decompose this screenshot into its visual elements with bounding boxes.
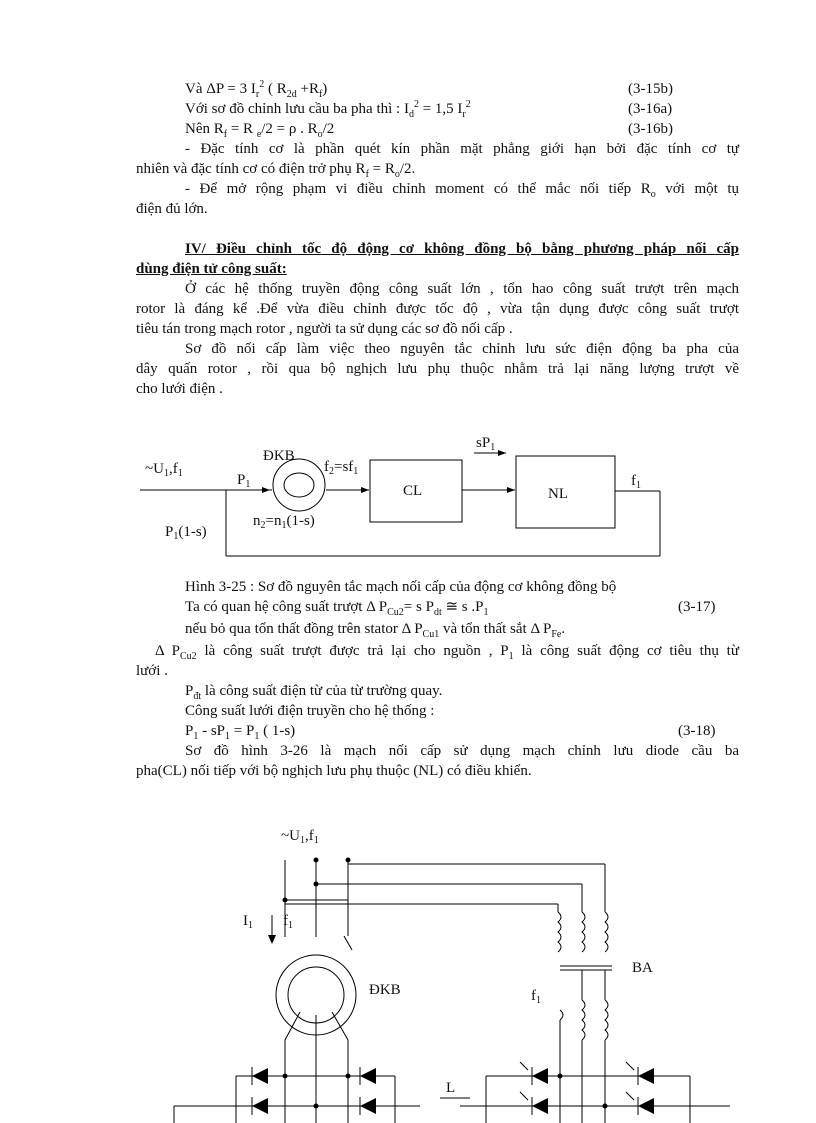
para-line: dây quấn rotor , rồi qua bộ nghịch lưu phụ thuộc nhằm trả lại năng lượng trượt về — [136, 361, 739, 377]
p1s-label: $P_1(1-s)$ — [165, 524, 207, 542]
eq-number: (3-18) — [678, 723, 716, 739]
nl-block-label: NL — [548, 486, 568, 502]
para-line: $P_{đt}$ là công suất điện từ của từ trường quay. — [185, 683, 443, 702]
f1-label-3: $f_1$ — [531, 988, 541, 1006]
supply-label: $\sim U_1,f_1$ — [145, 461, 183, 479]
sp1-label: $sP_1$ — [476, 435, 496, 453]
para-line: điện đủ lớn. — [136, 201, 208, 217]
para-line: - Để mở rộng phạm vi điều chỉnh moment có thể mắc nối tiếp $R_o$ với một tụ — [185, 181, 740, 200]
n2-label: $n_2=n_1(1-s)$ — [253, 513, 315, 531]
dkb-label: ĐKB — [263, 448, 295, 464]
cl-block-label: CL — [403, 483, 423, 499]
eq-number: (3-16a) — [628, 101, 673, 117]
section-heading: IV/ Điều chỉnh tốc độ động cơ không đồng bộ bằng phương pháp nối cấp — [185, 241, 739, 257]
f1-label: $f_1$ — [631, 473, 641, 491]
para-line: lưới . — [136, 663, 168, 679]
eq-3-17: Ta có quan hệ công suất trượt Δ $P_{Cu2}= s$ $P_{dt}$ ≅ s $.P_1$ — [185, 599, 489, 618]
para-line: Δ $P_{Cu2}$ là công suất trượt được trả lại cho nguồn , $P_1$ là công suất động cơ tiêu thụ từ — [155, 643, 739, 662]
figure-caption: Hình 3-25 : Sơ đồ nguyên tắc mạch nối cấp của động cơ không đồng bộ — [185, 579, 617, 595]
para-line: rotor là đáng kể .Để vừa điều chỉnh được tốc độ , vừa tận dụng được công suất trượt — [136, 301, 739, 317]
para-line: Sơ đồ hình 3-26 là mạch nối cấp sử dụng mạch chỉnh lưu diode cầu ba — [185, 743, 739, 759]
eq-3-16a: Với sơ đồ chỉnh lưu cầu ba pha thì : $I_d^2 = 1,5$ $I_r^2$ — [185, 99, 471, 120]
para-line: Sơ đồ nối cấp làm việc theo nguyên tắc chỉnh lưu sức điện động ba pha của — [185, 341, 739, 357]
para-line: - Đặc tính cơ là phần quét kín phần mặt phẳng giới hạn bởi đặc tính cơ tự — [185, 141, 739, 157]
p1-label: $P_1$ — [237, 472, 251, 490]
para-line: nếu bỏ qua tổn thất đồng trên stator Δ $P_{Cu1}$ và tổn thất sắt Δ $P_{Fe}$. — [185, 621, 566, 640]
eq-3-16b: Nên $R_f = R$ $_e$/2 = ρ . $R_o/2$ — [185, 121, 335, 140]
para-line: Ở các hệ thống truyền động công suất lớn , tổn hao công suất trượt trên mạch — [185, 281, 739, 297]
eq-number: (3-16b) — [628, 121, 673, 137]
l-label: L — [446, 1080, 456, 1096]
supply-label-2: $\sim U_1,f_1$ — [281, 828, 319, 846]
eq-3-15b: Và ΔP = 3 $I_r^2$ ( $R_{2d} +R_f$) — [185, 79, 328, 100]
para-line: Công suất lưới điện truyền cho hệ thống : — [185, 703, 435, 719]
section-heading: dùng điện tử công suất: — [136, 261, 287, 277]
f2-label: $f_2=sf_1$ — [324, 459, 359, 477]
i1-label: $I_1$ — [243, 913, 253, 931]
eq-number: (3-17) — [678, 599, 716, 615]
eq-3-18: $P_1 - sP_1 = P_1$ ( 1-s) — [185, 723, 296, 742]
para-line: nhiên và đặc tính cơ có điện trở phụ $R_f = R_o/2$. — [136, 161, 416, 180]
dkb-label-2: ĐKB — [369, 982, 401, 998]
para-line: cho lưới điện . — [136, 381, 223, 397]
f1-label-2: $f_1$ — [283, 913, 293, 931]
ba-label: BA — [632, 960, 653, 976]
eq-number: (3-15b) — [628, 81, 673, 97]
para-line: pha(CL) nối tiếp với bộ nghịch lưu phụ thuộc (NL) có điều khiển. — [136, 763, 532, 779]
para-line: tiêu tán trong mạch rotor , người ta sử dụng các sơ đồ nối cấp . — [136, 321, 513, 337]
